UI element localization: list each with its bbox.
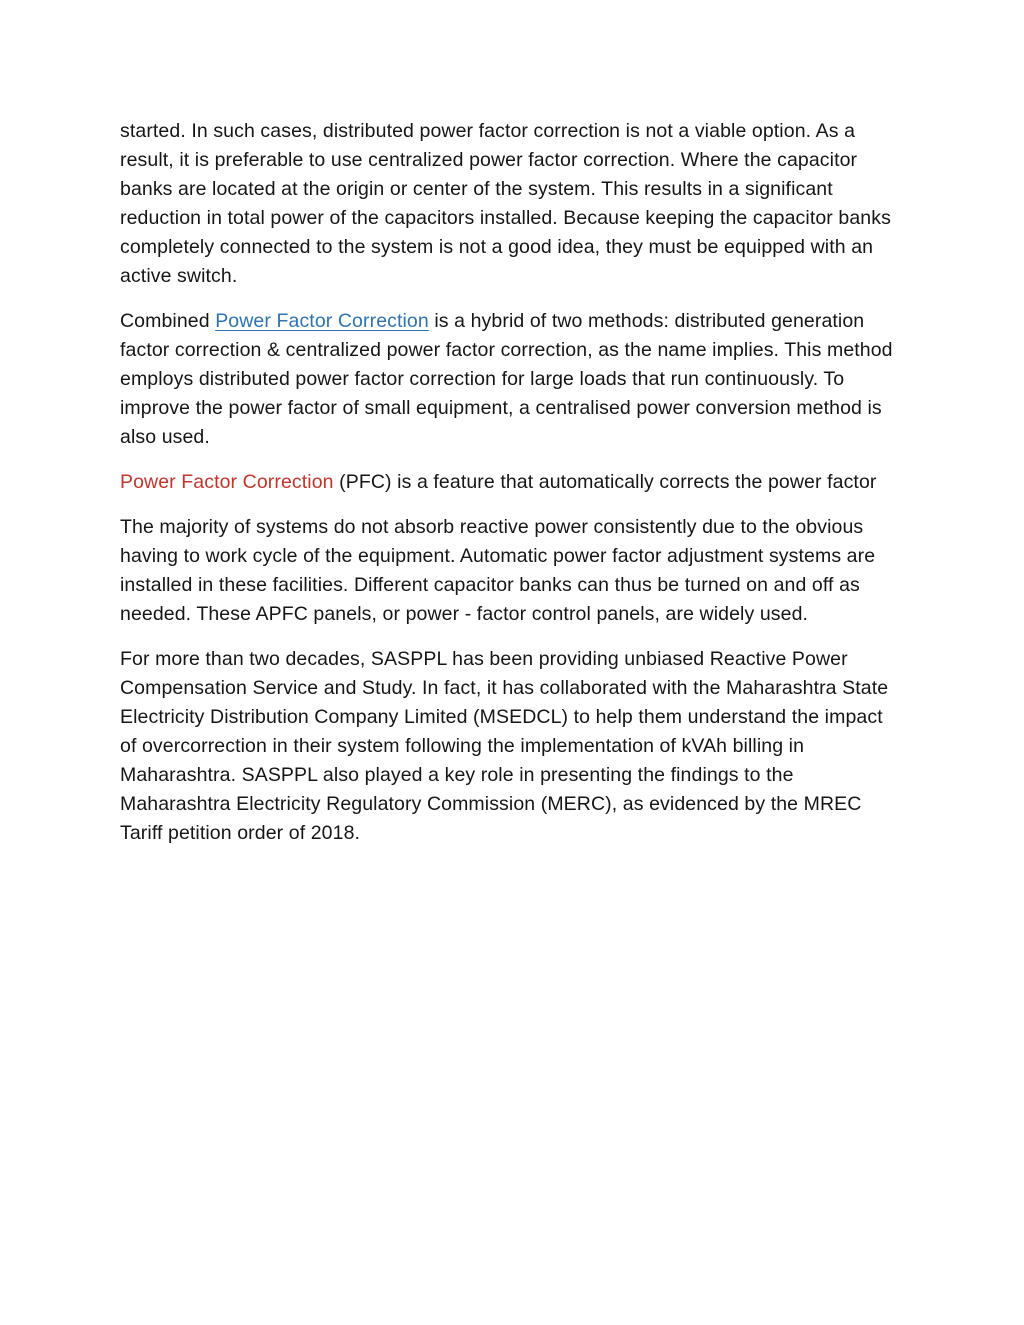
text-run: For more than two decades, SASPPL has been providing unbiased Reactive Power Compensation Service and Study. In fact, it has collaborated with the Maharashtra State Electricity Distribution Company Limited (MSEDCL) to help them understand the impact of overcorrection in their system following the implementation of kVAh billing in Maharashtra. SASPPL also played a key role in presenting the findings to the Maharashtra Electricity Regulatory Commission (MERC), as evidenced by the MREC Tariff petition order of 2018. xyxy=(120,648,889,844)
paragraph xyxy=(120,645,901,848)
power-factor-correction-link[interactable]: Power Factor Correction xyxy=(215,310,429,332)
paragraph xyxy=(120,307,901,452)
text-run: The majority of systems do not absorb reactive power consistently due to the obvious having to work cycle of the equipment. Automatic power factor adjustment systems are installed in these facilities. Different capacitor banks can thus be turned on and off as needed. These APFC panels, or power - factor control panels, are widely used. xyxy=(120,516,876,625)
paragraph xyxy=(120,468,901,497)
text-run: started. In such cases, distributed power factor correction is not a viable option. As a result, it is preferable to use centralized power factor correction. Where the capacitor banks are located at the origin or center of the system. This results in a significant reduction in total power of the capacitors installed. Because keeping the capacitor banks completely connected to the system is not a good idea, they must be equipped with an active switch. xyxy=(120,120,891,287)
text-run: Combined xyxy=(120,310,216,332)
paragraph xyxy=(120,513,901,629)
text-run: is a hybrid of two methods: distributed generation factor correction & centralized power factor correction, as the name implies. This method employs distributed power factor correction for large loads that run continuously. To improve the power factor of small equipment, a centralised power conversion method is also used. xyxy=(120,310,893,448)
paragraph xyxy=(120,117,901,291)
red-emphasis-text: Power Factor Correction xyxy=(120,471,334,493)
document-content xyxy=(120,117,901,864)
text-run: (PFC) is a feature that automatically corrects the power factor xyxy=(333,471,877,493)
